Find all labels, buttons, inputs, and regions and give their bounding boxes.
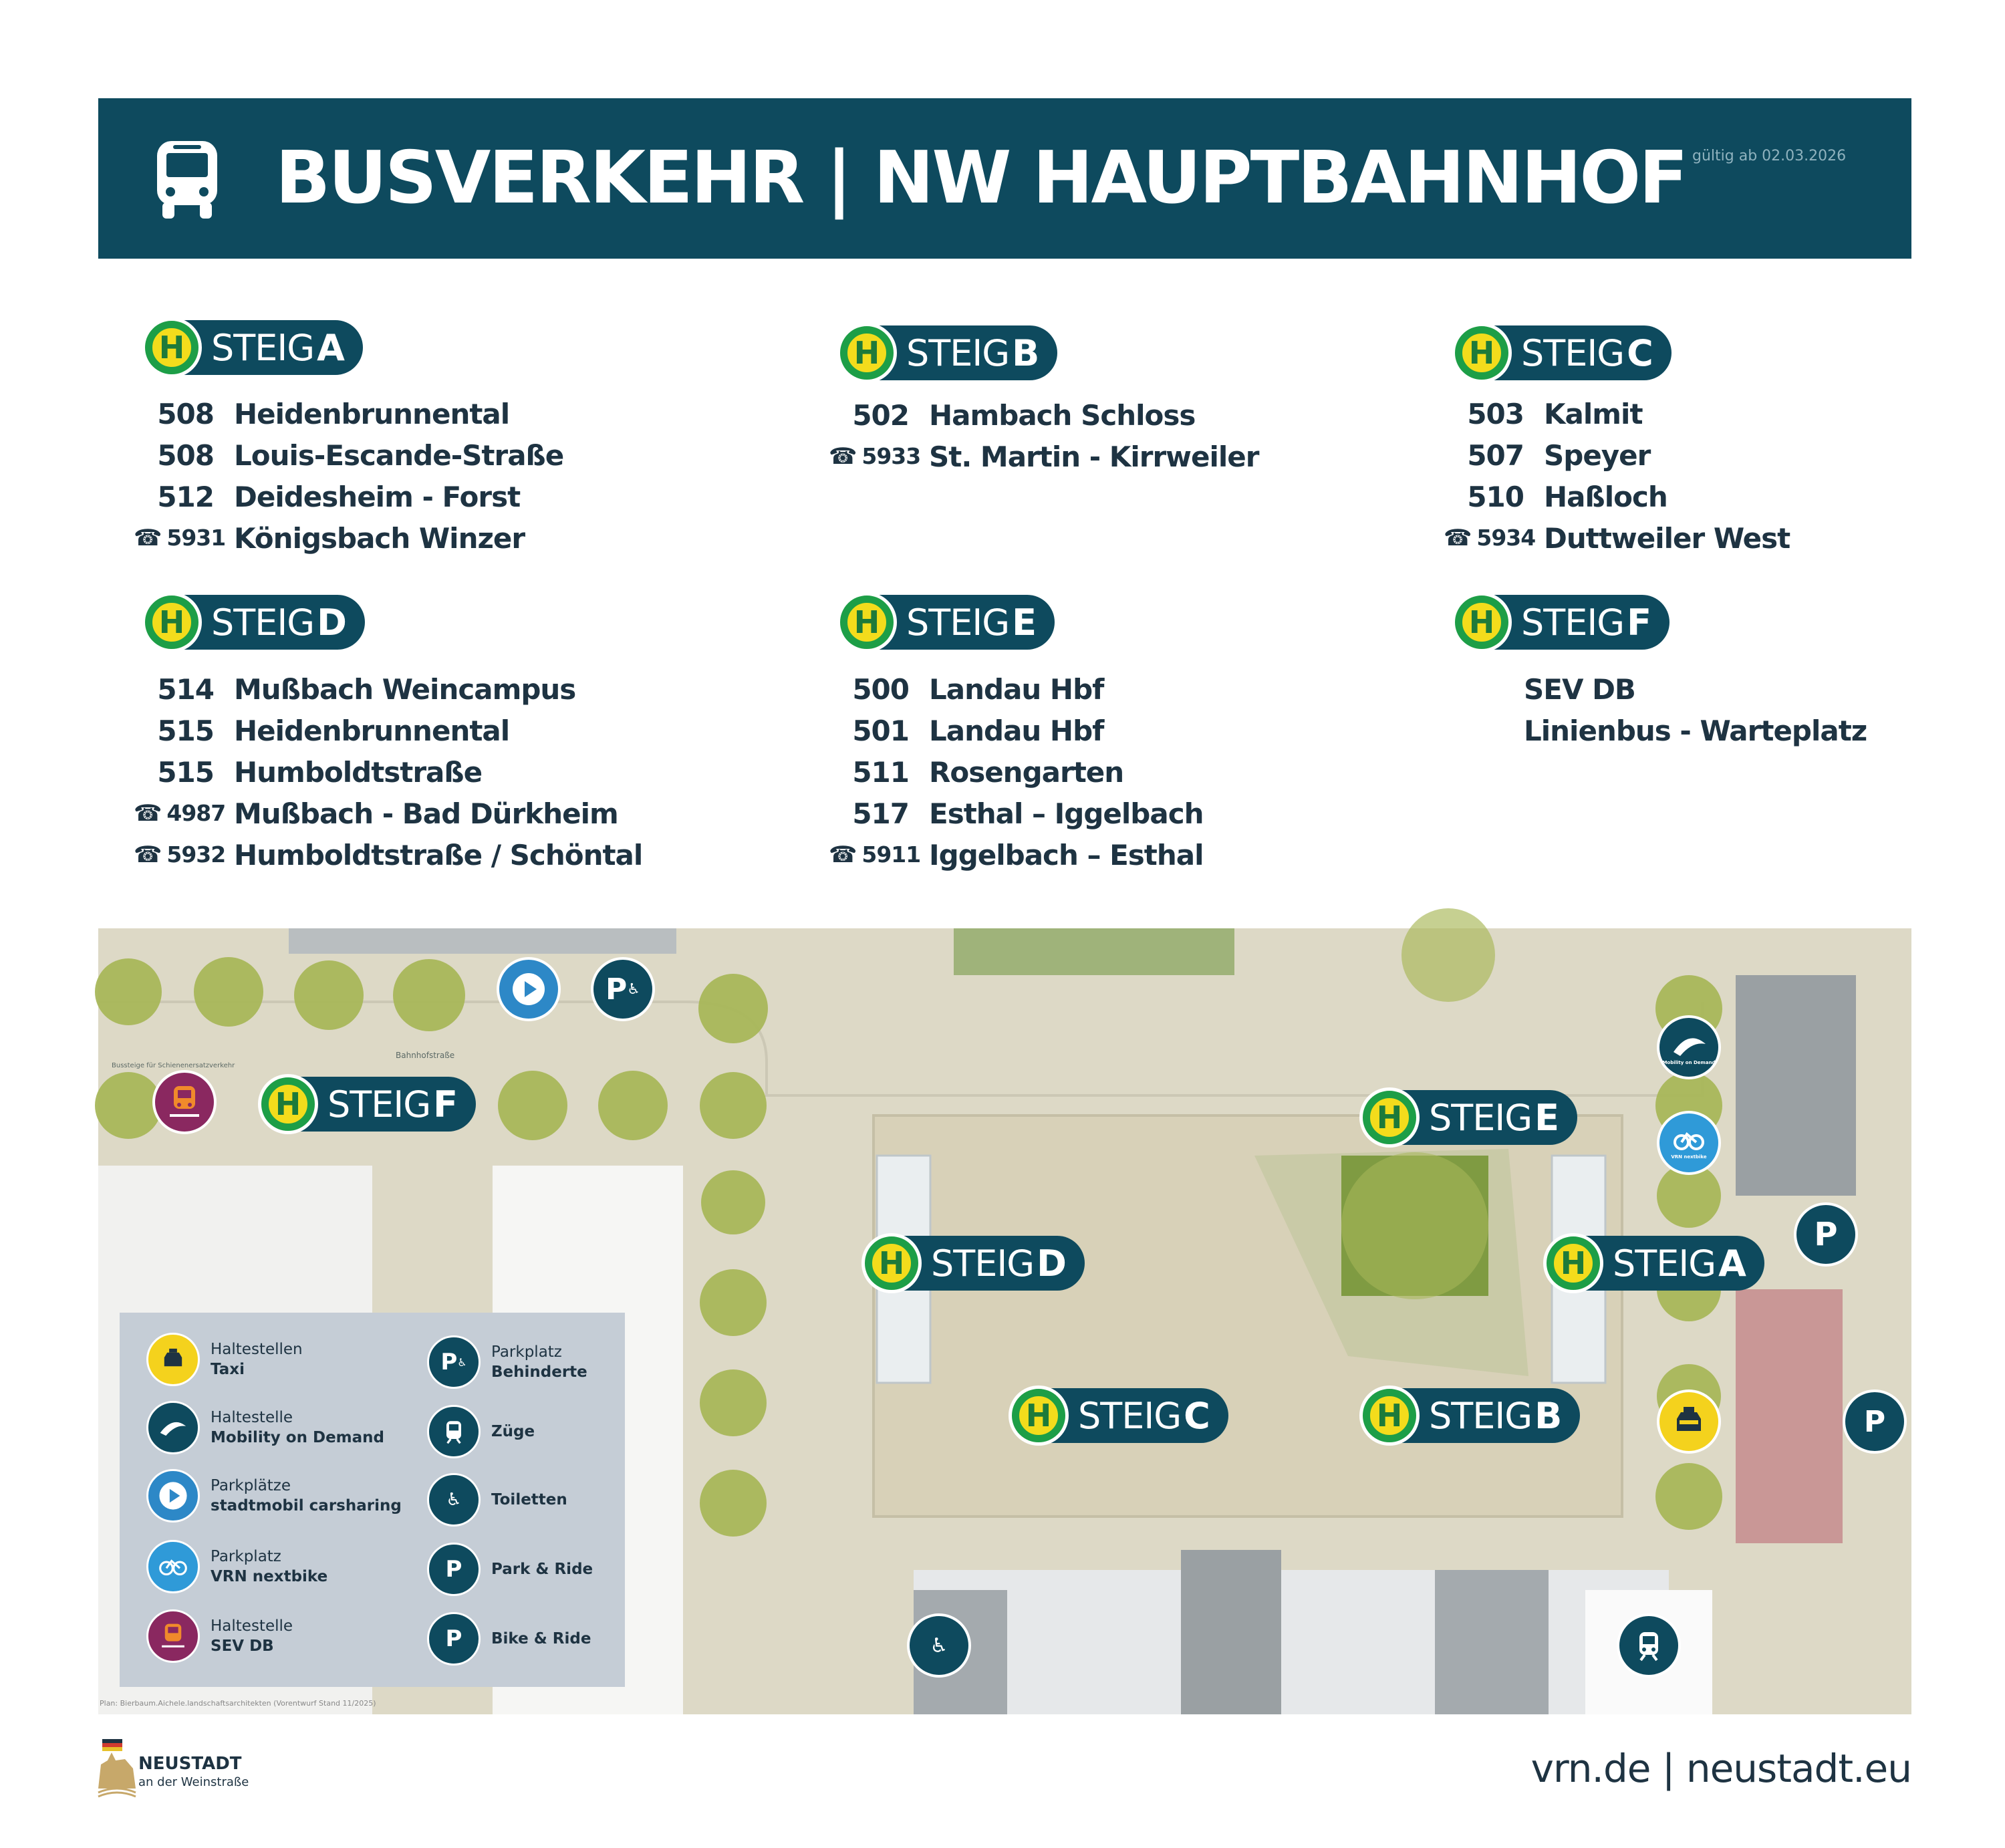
park-ride-icon: P [1794,1202,1858,1267]
bus-stop-h-icon: H [1359,1087,1420,1148]
legend-item: P ♿ Parkplatz Behinderte [427,1335,587,1389]
taxi-icon [1657,1390,1721,1454]
legend-item: Parkplatz VRN nextbike [146,1540,327,1593]
map-credit: Plan: Bierbaum.Aichele.landschaftsarchitekten (Vorentwurf Stand 11/2025) [100,1699,376,1708]
park-ride-icon: P [427,1543,481,1596]
map-steig-e-marker: H STEIG E [1363,1090,1577,1145]
route-row: 508 Heidenbrunnental [157,397,510,430]
building [1736,1289,1843,1543]
bus-stop-h-icon: H [1543,1233,1603,1293]
phone-icon: ☎ [829,841,857,868]
bike-ride-icon: P [427,1612,481,1666]
train-icon [427,1405,481,1458]
steig-a-badge: H STEIG A [146,320,363,375]
bus-stop-h-icon: H [837,592,897,652]
legend-item: Haltestellen Taxi [146,1333,303,1386]
sev-icon [146,1609,200,1663]
route-row: 503 Kalmit [1467,397,1643,430]
map-steig-d-marker: H STEIG D [865,1236,1085,1291]
phone-icon: ☎ [134,800,162,827]
disabled-parking-icon: P ♿ [591,957,655,1021]
route-row: 517 Esthal – Iggelbach [852,797,1204,830]
bus-stop-h-icon: H [1359,1385,1420,1446]
lawn [954,928,1234,975]
sev-label: Bussteige für Schienenersatzverkehr [112,1062,235,1069]
route-row: SEV DB [1524,672,1635,706]
station-building [914,1570,1669,1714]
map-steig-c-marker: H STEIG C [1013,1388,1228,1443]
footer-urls[interactable]: vrn.de | neustadt.eu [1530,1746,1911,1791]
valid-from-date: gültig ab 02.03.2026 [1692,148,1847,164]
steig-d-routes [134,668,642,876]
route-row: ☎ 5931 Königsbach Winzer [134,521,525,555]
route-row: 510 Haßloch [1467,480,1667,513]
steig-c-badge: H STEIG C [1456,325,1672,380]
page-title: BUSVERKEHR | NW HAUPTBAHNHOF [275,136,1686,220]
route-row: Linienbus - Warteplatz [1524,714,1867,747]
route-row: ☎ 5934 Duttweiler West [1444,521,1790,555]
disabled-parking-icon: P ♿ [427,1335,481,1389]
legend-item: ♿ Toiletten [427,1473,567,1527]
route-row: 514 Mußbach Weincampus [157,672,576,706]
bus-stop-h-icon: H [1452,323,1512,383]
toilets-icon: ♿ [907,1613,971,1678]
route-row: 507 Speyer [1467,438,1651,472]
taxi-icon [146,1333,200,1386]
bus-stop-h-icon: H [1452,592,1512,652]
bus-stop-h-icon: H [142,317,202,378]
bus-stop-h-icon: H [1009,1385,1069,1446]
bus-stop-h-icon: H [861,1233,922,1293]
carsharing-icon [146,1469,200,1523]
phone-icon: ☎ [829,443,857,470]
legend-item: P Bike & Ride [427,1612,591,1666]
steig-f-badge: H STEIG F [1456,595,1669,650]
steig-e-routes [829,668,1204,876]
route-row: ☎ 5932 Humboldtstraße / Schöntal [134,838,643,872]
steig-a-routes [134,393,563,559]
map-steig-f-marker: H STEIG F [262,1077,476,1132]
steig-b-badge: H STEIG B [841,325,1057,380]
svg-text:Mobility on Demand: Mobility on Demand [1662,1060,1716,1065]
header-bar [98,98,1911,259]
building [289,928,676,954]
bus-stop-h-icon: H [258,1074,318,1134]
route-row: ☎ 5911 Iggelbach – Esthal [829,838,1204,872]
mobility-on-demand-icon [146,1401,200,1454]
legend-item: P Park & Ride [427,1543,593,1596]
route-row: 515 Humboldtstraße [157,755,483,789]
street-label: Bahnhofstraße [396,1051,455,1060]
route-row: ☎ 4987 Mußbach - Bad Dürkheim [134,797,618,830]
legend-item: Parkplätze stadtmobil carsharing [146,1469,402,1523]
legend-item: Haltestelle Mobility on Demand [146,1401,384,1454]
map-legend [120,1313,625,1687]
bus-icon [153,138,221,220]
steig-f-routes [1524,668,1867,751]
train-icon [1617,1613,1681,1678]
steig-c-routes [1444,393,1790,559]
carsharing-icon [497,957,561,1021]
route-row: 500 Landau Hbf [852,672,1104,706]
route-row: 502 Hambach Schloss [852,398,1196,432]
map-steig-a-marker: H STEIG A [1547,1236,1764,1291]
phone-icon: ☎ [1444,525,1472,551]
nextbike-icon [1657,1111,1721,1175]
neustadt-logo-icon [98,1735,136,1799]
mobility-on-demand-icon [1657,1015,1721,1079]
steig-b-routes [829,394,1258,477]
neustadt-logo: NEUSTADT an der Weinstraße [98,1735,279,1799]
legend-item: Züge [427,1405,535,1458]
station-map [98,928,1911,1714]
nextbike-icon [146,1540,200,1593]
sev-icon [152,1070,217,1134]
route-row: ☎ 5933 St. Martin - Kirrweiler [829,440,1259,473]
toilets-icon: ♿ [427,1473,481,1527]
building [1736,975,1856,1196]
bus-stop-h-icon: H [142,592,202,652]
phone-icon: ☎ [134,841,162,868]
route-row: 501 Landau Hbf [852,714,1104,747]
bus-stop-h-icon: H [837,323,897,383]
legend-item: Haltestelle SEV DB [146,1609,293,1663]
phone-icon: ☎ [134,525,162,551]
svg-text:VRN nextbike: VRN nextbike [1671,1154,1707,1160]
route-row: 508 Louis-Escande-Straße [157,438,564,472]
route-row: 515 Heidenbrunnental [157,714,510,747]
steig-e-badge: H STEIG E [841,595,1055,650]
route-row: 511 Rosengarten [852,755,1124,789]
map-steig-b-marker: H STEIG B [1363,1388,1580,1443]
steig-d-badge: H STEIG D [146,595,365,650]
bike-ride-icon: P [1843,1390,1907,1454]
route-row: 512 Deidesheim - Forst [157,480,521,513]
